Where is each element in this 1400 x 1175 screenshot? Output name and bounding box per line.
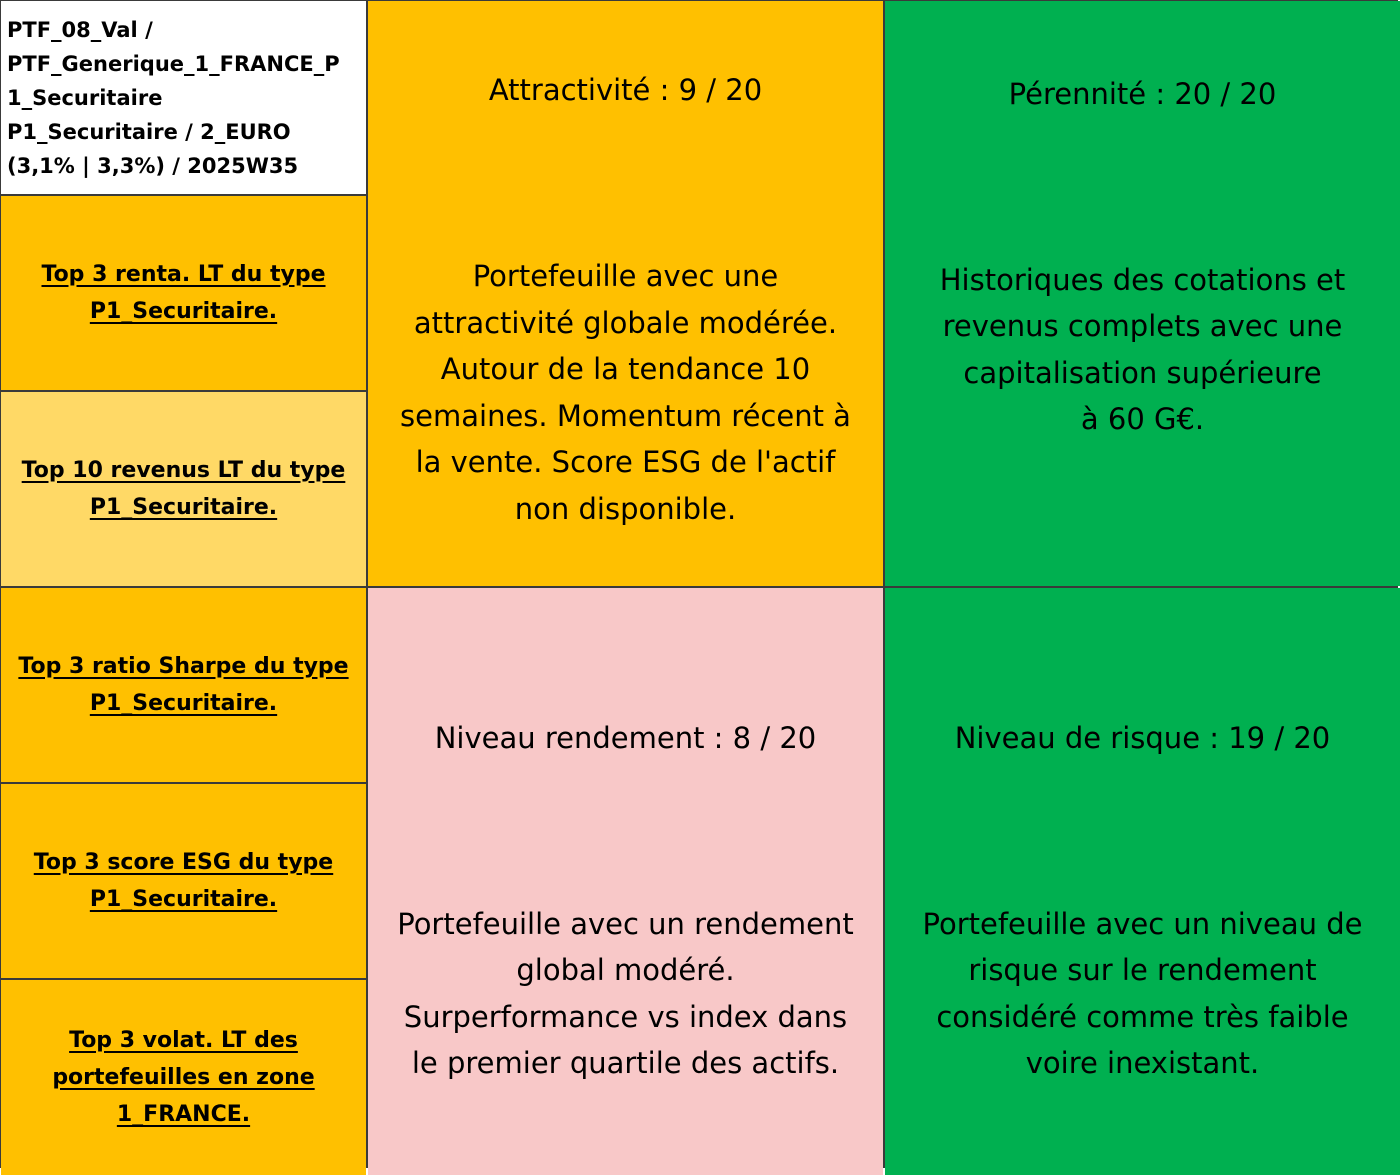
link-cell-top3-volat[interactable] (1, 980, 366, 1175)
risque-title: Niveau de risque : 19 / 20 (954, 720, 1331, 755)
risque-content (919, 668, 1367, 1087)
perennite-title: Pérennité : 20 / 20 (1008, 76, 1277, 111)
link-cell-top10-revenus[interactable] (1, 392, 366, 586)
link-top3-sharpe[interactable]: Top 3 ratio Sharpe du type P1_Securitaire. (18, 654, 349, 716)
rendement-panel (368, 588, 883, 1175)
attractivite-body: Portefeuille avec une attractivité globale modérée. Autour de la tendance 10 semaines. Momentum récent à la vente. Score ESG de l'actif non disponible. (400, 259, 851, 526)
rendement-content (393, 668, 858, 1087)
rendement-title: Niveau rendement : 8 / 20 (434, 720, 817, 755)
risque-body: Portefeuille avec un niveau de risque sur le rendement considéré comme très faible voire inexistant. (922, 906, 1363, 1081)
risque-panel (885, 588, 1400, 1175)
attractivite-title: Attractivité : 9 / 20 (488, 73, 763, 108)
link-cell-top3-esg[interactable] (1, 784, 366, 978)
link-top3-esg[interactable]: Top 3 score ESG du type P1_Securitaire. (33, 850, 334, 912)
link-top3-renta[interactable]: Top 3 renta. LT du type P1_Securitaire. (41, 262, 326, 324)
link-cell-top3-sharpe[interactable] (1, 588, 366, 782)
link-cell-top3-renta[interactable] (1, 196, 366, 390)
attractivite-content (396, 21, 855, 533)
perennite-content (936, 24, 1350, 443)
link-top3-volat[interactable]: Top 3 volat. LT des portefeuilles en zone 1_FRANCE. (52, 1028, 315, 1127)
perennite-panel (885, 1, 1400, 586)
attractivite-panel (368, 1, 883, 586)
portfolio-header-text: PTF_08_Val / PTF_Generique_1_FRANCE_P 1_Securitaire P1_Securitaire / 2_EURO (3,1% | 3,3%) / 2025W35 (7, 17, 340, 178)
perennite-body: Historiques des cotations et revenus complets avec une capitalisation supérieure à 60 G€. (939, 262, 1346, 437)
rendement-body: Portefeuille avec un rendement global modéré. Surperformance vs index dans le premier quartile des actifs. (397, 906, 854, 1081)
portfolio-header (1, 1, 366, 194)
link-top10-revenus[interactable]: Top 10 revenus LT du type P1_Securitaire. (21, 458, 346, 520)
